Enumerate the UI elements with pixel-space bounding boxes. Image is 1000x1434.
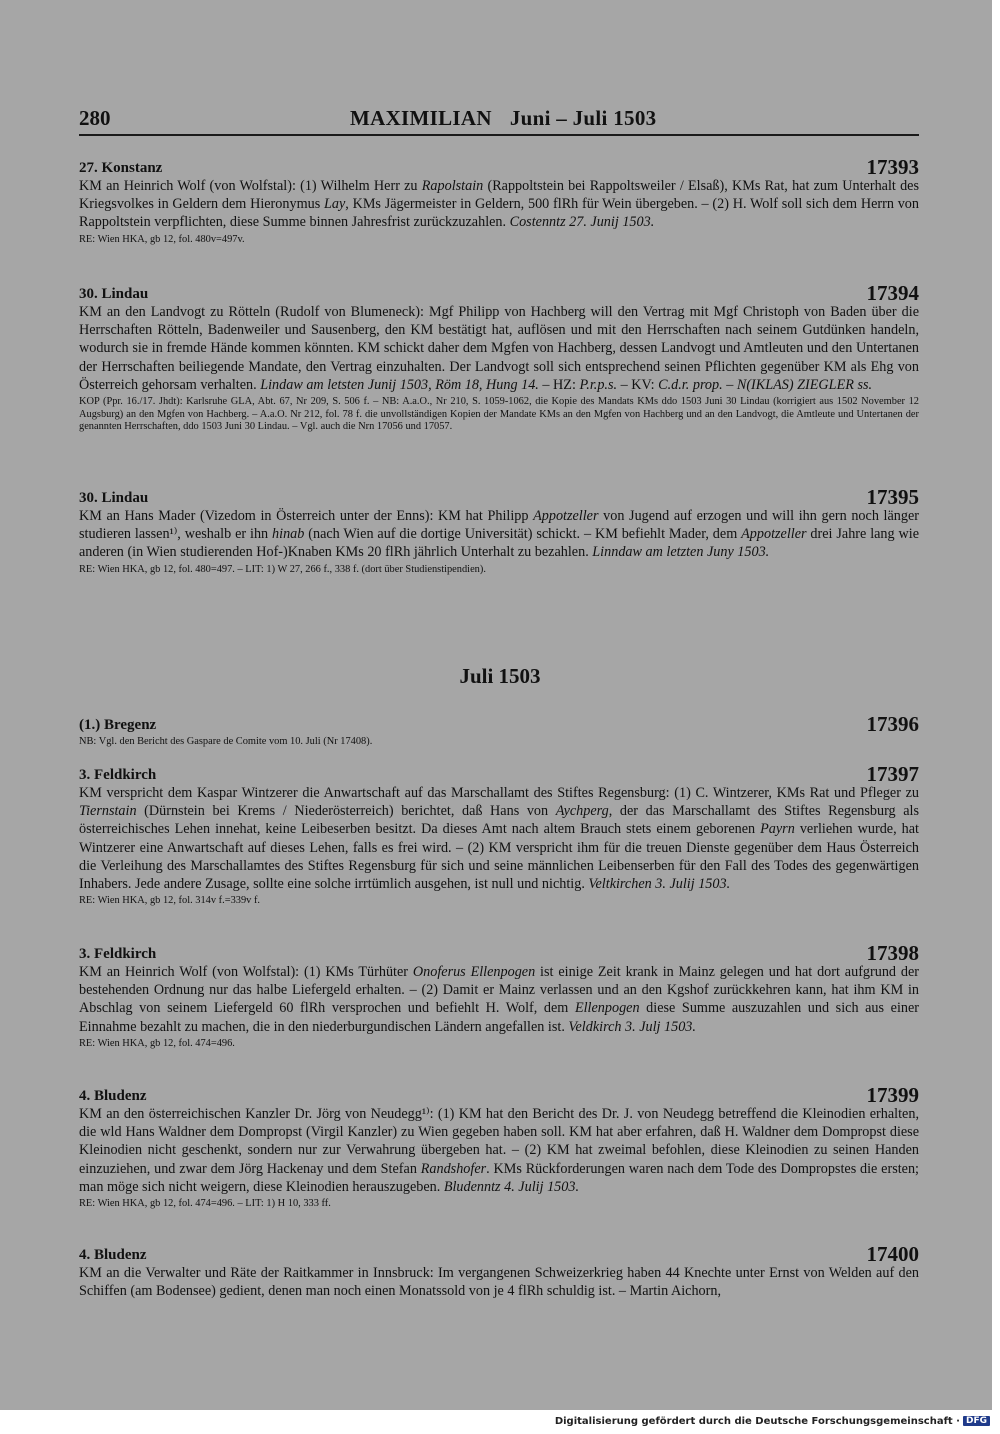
text-segment: verliehen wurde, hat Wintzerer eine Anwartschaft auf dieses Lehen, falls es frei wird. – (2) KM verspricht ihm für die treuen Dienste gegenüber dem Haus Österreich die Verleihung des Marschallamtes des Stiftes Regensburg für sich und seine männlichen Leibenserben für den Fall des Todes des gegenwärtigen Inhabers. Jede andere Zusage, sollte eine solche irrtümlich ausgehen, ist null und nichtig. xyxy=(79,821,919,893)
text-segment: KM an den Landvogt zu Rötteln (Rudolf von Blumeneck): Mgf Philipp von Hachberg will den Vertrag mit Mgf Christoph von Baden über die Herrschaften Rötteln, Badenweiler und Sausenberg, den KM bestätigt hat, auflösen und mit den Herrschaften nach seinem Gutdünken handeln, wodurch sie in fremde Hände kommen könnten. KM schickt daher dem Mgfen von Hachberg, dessen Landvogt und Amtleuten und den Untertanen der Herrschaften beiliegende Mandate, den Vertrag einzuhalten. Der Landvogt soll sich entsprechend seinen Pflichten gegenüber KM als Ehg von Österreich gehorsam verhalten. xyxy=(79,304,919,393)
page-header xyxy=(79,106,919,136)
header-rule xyxy=(79,134,919,136)
italic-segment: hinab xyxy=(272,526,305,543)
text-segment: ist einige Zeit krank in Mainz gelegen und hat dort aufgrund der bestehenden Ordnung nur das halbe Liefergeld erhalten. – (2) Damit er Mainz verlassen und an den Kgshof zurückkehren kann, hat ihm KM in Abschlag von seinem Liefergeld 60 flRh versprochen und befiehlt H. Wolf, dem xyxy=(79,964,919,1017)
text-segment: KM an Hans Mader (Vizedom in Österreich unter der Enns): KM hat Philipp xyxy=(79,508,534,524)
page-number: 280 xyxy=(79,106,111,130)
entry-number: 17393 xyxy=(866,155,919,179)
text-segment: KM an Heinrich Wolf (von Wolfstal): (1) KMs Türhüter xyxy=(79,964,413,980)
text-segment: , KMs Jägermeister in Geldern, 500 flRh für Wein übergeben. – (2) H. Wolf soll sich dem Herrn von Rappoltstein verpflichten, diese Summe binnen Jahresfrist zurückzuzahlen. xyxy=(79,196,919,231)
entry-body xyxy=(79,177,919,232)
entry-heading xyxy=(79,712,919,734)
entry-17393 xyxy=(79,155,919,246)
dfg-logo: DFG xyxy=(963,1416,990,1426)
entry-17394 xyxy=(79,281,919,434)
text-segment: – KV: xyxy=(617,376,659,393)
text-segment: (nach Wien auf die dortige Universität) schickt. – KM befiehlt Mader, dem xyxy=(304,526,742,543)
text-segment: KM verspricht dem Kaspar Wintzerer die Anwartschaft auf das Marschallamt des Stiftes Regensburg: (1) C. Wintzerer, KMs Rat und Pfleger zu xyxy=(79,785,919,801)
text-segment: KM an den österreichischen Kanzler Dr. Jörg von Neudegg¹⁾: (1) KM hat den Bericht des Dr. J. von Neudegg betreffend die Kleinodien erhalten, die wld Hans Waldner dem Dompropst (Virgil Kanzler) zu Wien gegeben haben soll. KM hat aber erfahren, daß H. Waldner dem Dompropst diese Kleinodien nicht geschenkt, sondern nur zur Verwahrung übergeben hat. – (2) KM hat zweimal befohlen, diese Kleinodien zu seinen Handen einzuziehen, und zwar dem Jörg Hackenay und dem Stefan xyxy=(79,1106,919,1177)
italic-segment: Randshofer xyxy=(420,1160,487,1177)
entry-note: RE: Wien HKA, gb 12, fol. 474=496. – LIT: 1) H 10, 333 ff. xyxy=(79,1198,331,1210)
entry-number: 17399 xyxy=(866,1083,919,1107)
text-segment: drei Jahre lang wie anderen (in Wien studierenden Hof-)Knaben KMs 20 flRh jährlich Unterhalt zu bezahlen. xyxy=(79,526,919,561)
funding-footer xyxy=(555,1416,990,1427)
text-segment: diese Summe auszuzahlen und sich aus einer Einnahme bezahlt zu machen, die in den niederburgundischen Ländern angefallen ist. xyxy=(79,1000,920,1035)
text-segment: . KMs Rückforderungen waren nach dem Tode des Dompropstes die ersten; man möge sich nicht weigern, diese Kleinodien herauszugeben. xyxy=(79,1160,919,1195)
running-title xyxy=(350,106,656,131)
entry-note: NB: Vgl. den Bericht des Gaspare de Comite vom 10. Juli (Nr 17408). xyxy=(79,736,373,747)
entry-number: 17400 xyxy=(866,1242,919,1266)
italic-segment: Costenntz 27. Junij 1503. xyxy=(509,214,655,231)
italic-segment: Rapolstain xyxy=(421,178,484,194)
text-segment: von Jugend auf erzogen und will ihn gern noch länger studieren lassen¹⁾, weshalb er ihn xyxy=(79,508,919,543)
entry-heading xyxy=(79,762,919,784)
entry-number: 17395 xyxy=(866,485,919,509)
entry-body xyxy=(79,303,919,394)
entry-place: 27. Konstanz xyxy=(79,160,163,176)
running-title-main: MAXIMILIAN xyxy=(350,106,492,130)
entry-body xyxy=(79,1105,919,1196)
entry-place: 4. Bludenz xyxy=(79,1088,147,1104)
italic-segment: Lay xyxy=(323,196,346,213)
italic-segment: Ellenpogen xyxy=(574,1000,640,1017)
entry-heading xyxy=(79,941,919,963)
entry-place: 30. Lindau xyxy=(79,286,149,302)
italic-segment: Appotzeller xyxy=(533,508,599,524)
entry-17396 xyxy=(79,712,919,749)
italic-segment: Appotzeller xyxy=(741,526,807,543)
italic-segment: Payrn xyxy=(760,821,795,838)
entry-17399 xyxy=(79,1083,919,1211)
entry-body xyxy=(79,784,919,893)
entry-place: 4. Bludenz xyxy=(79,1247,147,1263)
entry-number: 17396 xyxy=(866,712,919,736)
entry-body xyxy=(79,963,919,1036)
italic-segment: Linndaw am letzten Juny 1503. xyxy=(592,544,770,561)
text-segment: (Dürnstein bei Krems / Niederösterreich) berichtet, daß Hans von xyxy=(136,803,556,820)
italic-segment: Lindaw am letsten Junij 1503, Röm 18, Hung 14. xyxy=(260,376,539,393)
entry-17398 xyxy=(79,941,919,1050)
entry-heading xyxy=(79,1083,919,1105)
entry-heading xyxy=(79,1242,919,1264)
text-segment: (Rappoltstein bei Rappoltsweiler / Elsaß), KMs Rat, hat zum Unterhalt des Kriegsvolkes in Geldern dem Hieronymus xyxy=(79,178,919,213)
italic-segment: P.r.p.s. xyxy=(579,376,618,393)
entry-17397 xyxy=(79,762,919,908)
section-title: Juli 1503 xyxy=(459,664,541,688)
entry-17400 xyxy=(79,1242,919,1300)
entry-note: RE: Wien HKA, gb 12, fol. 474=496. xyxy=(79,1037,235,1049)
italic-segment: Tiernstain xyxy=(79,803,137,820)
entry-17395 xyxy=(79,485,919,576)
text-segment: KM an Heinrich Wolf (von Wolfstal): (1) Wilhelm Herr zu xyxy=(79,178,422,194)
entry-place: 3. Feldkirch xyxy=(79,946,157,962)
entry-number: 17398 xyxy=(866,941,919,965)
entry-place: 30. Lindau xyxy=(79,490,149,506)
entry-place: (1.) Bregenz xyxy=(79,717,157,733)
italic-segment: Veltkirchen 3. Julij 1503. xyxy=(588,876,731,893)
entry-note: RE: Wien HKA, gb 12, fol. 480=497. – LIT: 1) W 27, 266 f., 338 f. (dort über Studienstipendien). xyxy=(79,563,486,575)
italic-segment: Veldkirch 3. Julj 1503. xyxy=(568,1018,696,1035)
footer-text: Digitalisierung gefördert durch die Deutsche Forschungsgemeinschaft · xyxy=(554,1416,960,1427)
italic-segment: Bludenntz 4. Julij 1503. xyxy=(443,1178,579,1195)
text-segment: KM an die Verwalter und Räte der Raitkammer in Innsbruck: Im vergangenen Schweizerkrieg haben 44 Knechte unter Ernst von Welden auf den Schiffen (am Bodensee) gedient, denen man noch einen Monatssold von je 4 flRh schuldig ist. – Martin Aichorn, xyxy=(79,1265,919,1300)
entry-heading xyxy=(79,485,919,507)
entry-note: KOP (Ppr. 16./17. Jhdt): Karlsruhe GLA, Abt. 67, Nr 209, S. 506 f. – NB: A.a.O., Nr 210, S. 1059-1062, die Kopie des Mandats KMs ddo 1503 Juni 30 Lindau (korrigiert aus 1502 November 12 Augsburg) an den Mgfen von Hachberg. – A.a.O. Nr 212, fol. 78 f. die unvollständigen Kopien der Mandate KMs an den Mgfen von Hachberg und an den Landvogt, die Amtleute und Untertanen der genannten Herrschaften, ddo 1503 Juni 30 Lindau. – Vgl. auch die Nrn 17056 und 17057. xyxy=(79,396,919,433)
entry-number: 17394 xyxy=(866,281,919,305)
entry-number: 17397 xyxy=(866,762,919,786)
italic-segment: C.d.r. prop. – N(IKLAS) ZIEGLER ss. xyxy=(658,376,873,393)
text-segment: , der das Marschallamt des Stiftes Regensburg als österreichisches Lehen innehat, keine Leibeserben besitzt. Da dieses Amt nach altem Brauch stets einem geborenen xyxy=(79,803,919,838)
entry-note: RE: Wien HKA, gb 12, fol. 480v=497v. xyxy=(79,233,245,245)
italic-segment: Onoferus Ellenpogen xyxy=(412,964,536,980)
entry-note: RE: Wien HKA, gb 12, fol. 314v f.=339v f. xyxy=(79,895,261,907)
entry-heading xyxy=(79,281,919,303)
entry-heading xyxy=(79,155,919,177)
entry-body xyxy=(79,507,919,562)
text-segment: – HZ: xyxy=(538,376,580,393)
entry-body xyxy=(79,1264,919,1300)
running-title-date: Juni – Juli 1503 xyxy=(509,106,657,130)
italic-segment: Aychperg xyxy=(555,803,609,820)
entry-place: 3. Feldkirch xyxy=(79,767,157,783)
